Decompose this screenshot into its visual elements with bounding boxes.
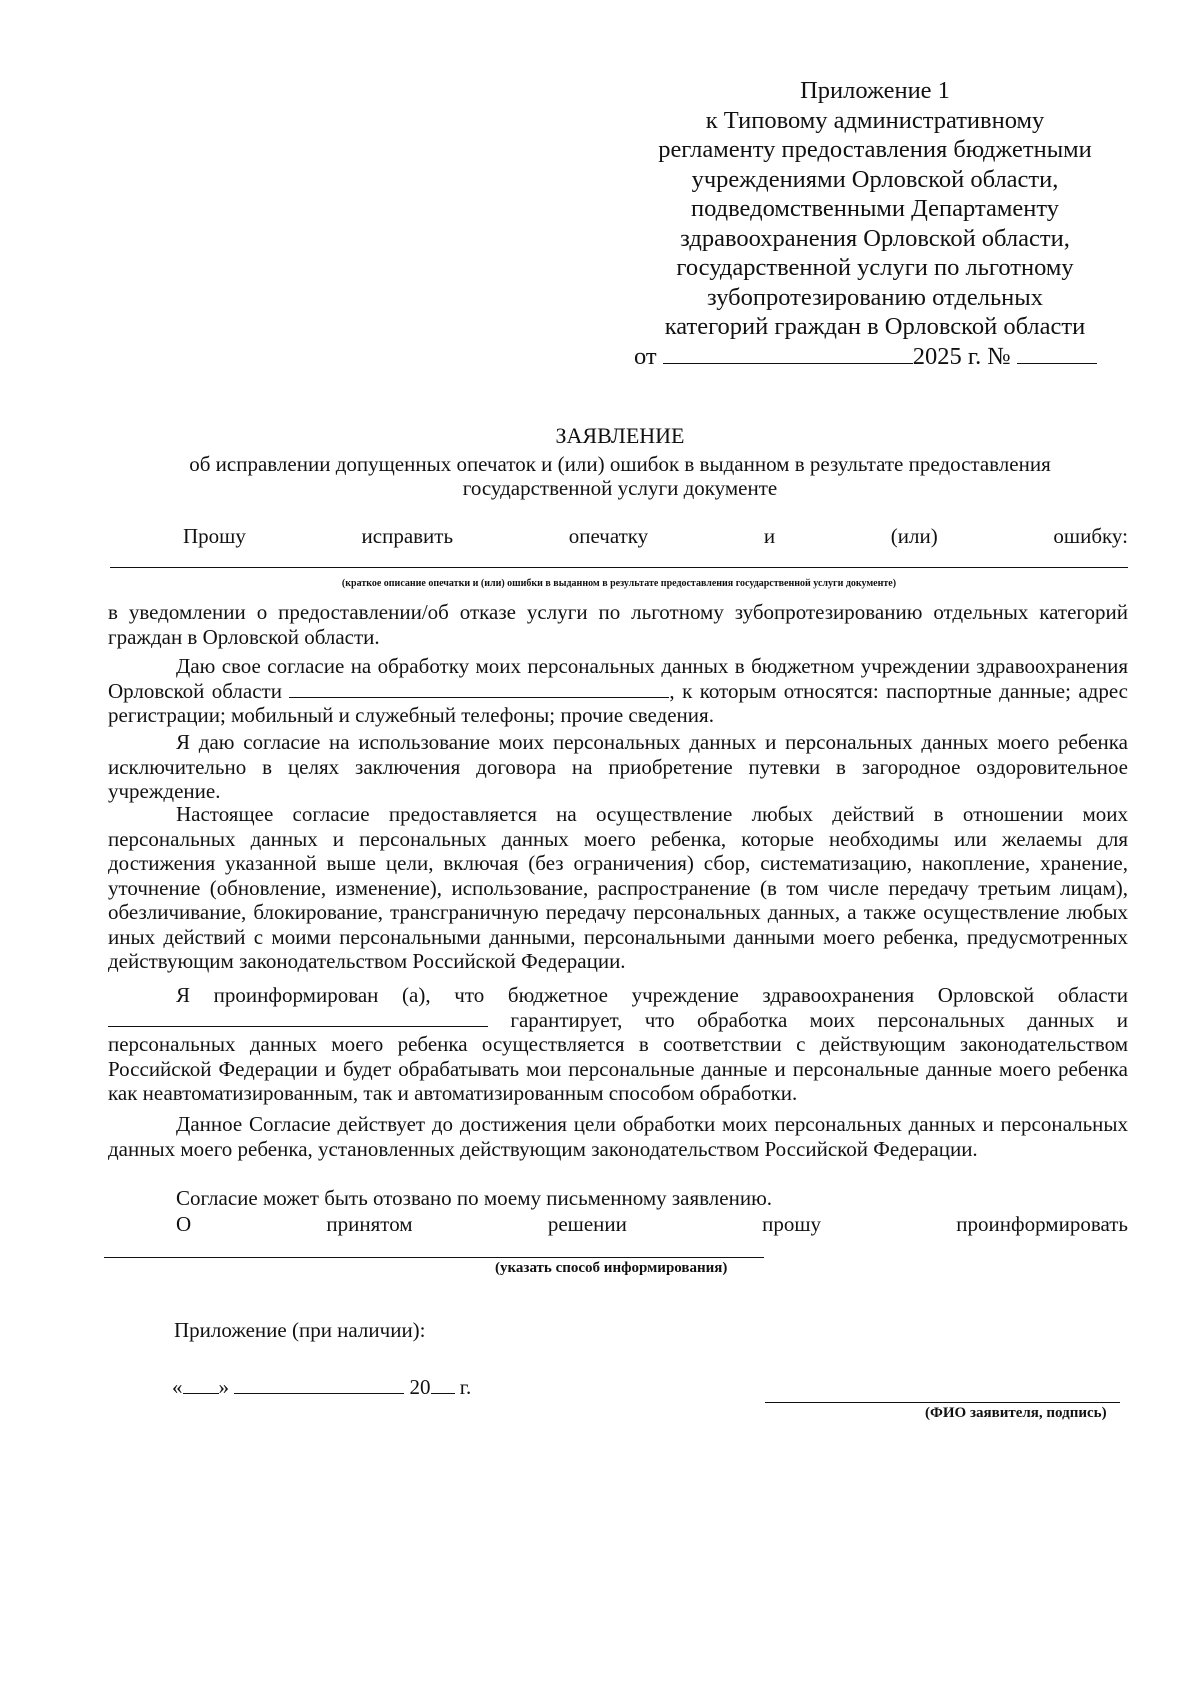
year-suffix: г.	[459, 1375, 472, 1399]
request-line	[183, 524, 1128, 549]
subtitle-line: государственной услуги документе	[462, 476, 778, 500]
request-word: и	[763, 524, 776, 548]
date-year: 2025 г. №	[912, 342, 1011, 370]
paragraph-consent-scope: Настоящее согласие предоставляется на осуществление любых действий в отношении моих персональных данных и персональных данных моего ребенка, которые необходимы или желаемы для достижения указанной выше цели, включая (без ограничения) сбор, систематизацию, накопление, хранение, уточнение (обновление, изменение), использование, распространение (в том числе передачу третьим лицам), обезличивание, блокирование, трансграничную передачу персональных данных, а также осуществление любых иных действий с моими персональными данными, персональными данными моего ребенка, предусмотренных действующим законодательством Российской Федерации.	[108, 802, 1128, 973]
error-description-line[interactable]	[110, 567, 1128, 568]
paragraph-validity: Данное Согласие действует до достижения цели обработки моих персональных данных и персональных данных моего ребенка, установленных действующим законодательством Российской Федерации.	[108, 1112, 1128, 1161]
appendix-header	[630, 76, 1120, 371]
inform-line	[176, 1212, 1128, 1237]
document-title: ЗАЯВЛЕНИЕ	[555, 423, 685, 448]
date-blank[interactable]	[663, 343, 913, 364]
signature-line[interactable]	[765, 1402, 1120, 1403]
inform-word: прошу	[762, 1212, 822, 1236]
request-word: исправить	[361, 524, 454, 548]
paragraph-consent-use: Я даю согласие на использование моих персональных данных и персональных данных моего ребенка исключительно в целях заключения договора на приобретение путевки в загородное оздоровительное учреждение.	[108, 730, 1128, 803]
inform-word: принятом	[326, 1212, 413, 1236]
appendix-line: зубопротезированию отдельных	[707, 283, 1043, 311]
appendix-line: государственной услуги по льготному	[676, 254, 1074, 281]
inform-word: О	[176, 1212, 192, 1236]
year-prefix: 20	[409, 1375, 431, 1399]
open-quote: «	[172, 1375, 183, 1399]
appendix-line: учреждениями Орловской области,	[691, 165, 1059, 193]
error-description-caption: (краткое описание опечатки и (или) ошибки в выданном в результате предоставления государственной услуги документе)	[341, 578, 897, 589]
day-blank[interactable]	[183, 1375, 219, 1394]
appendix-line: категорий граждан в Орловской области	[664, 313, 1086, 340]
paragraph-revocation: Согласие может быть отозвано по моему письменному заявлению.	[176, 1186, 773, 1210]
number-blank[interactable]	[1017, 343, 1097, 364]
appendix-date-line	[630, 342, 1120, 372]
request-word: опечатку	[568, 524, 649, 548]
appendix-line: регламенту предоставления бюджетными	[658, 136, 1092, 163]
inform-word: проинформировать	[956, 1212, 1128, 1236]
paragraph-informed	[108, 983, 1128, 1106]
appendix-line: здравоохранения Орловской области,	[680, 224, 1070, 252]
informed-text-b: гарантирует, что обработка моих персональных данных и персональных данных моего ребенка осуществляется в соответствии с действующим законодательством Российской Федерации и будет обрабатывать мои персональные данные и персональные данные моего ребенка как неавтоматизированным, так и автоматизированным способом обработки.	[108, 1007, 1129, 1105]
appendix-line: подведомственными Департаменту	[691, 195, 1059, 222]
inform-word: решении	[547, 1212, 627, 1236]
date-prefix: от	[634, 342, 657, 370]
paragraph-notice: в уведомлении о предоставлении/об отказе услуги по льготному зубопротезированию отдельных категорий граждан в Орловской области.	[108, 600, 1128, 649]
request-word: (или)	[890, 524, 938, 548]
close-quote: »	[218, 1375, 229, 1399]
consent-text-b: , к которым относятся: паспортные данные; адрес регистрации; мобильный и служебный телефоны; прочие сведения.	[108, 678, 1129, 727]
inform-method-caption: (указать способ информирования)	[495, 1260, 728, 1276]
attachment-label: Приложение (при наличии):	[174, 1318, 426, 1342]
appendix-line: Приложение 1	[800, 77, 950, 104]
request-word: ошибку:	[1053, 524, 1128, 548]
document-subtitle	[100, 452, 1140, 500]
request-word: Прошу	[183, 524, 246, 548]
institution-blank[interactable]	[289, 679, 669, 698]
paragraph-consent-processing	[108, 654, 1128, 728]
institution-blank-2[interactable]	[108, 1008, 488, 1027]
inform-method-line[interactable]	[104, 1257, 764, 1258]
informed-text-a: Я проинформирован (а), что бюджетное учреждение здравоохранения Орловской области	[176, 983, 1128, 1007]
consent-text-a: Даю свое согласие на обработку моих персональных данных в бюджетном учреждении здравоохранения Орловской области	[108, 654, 1128, 703]
date-footer	[172, 1375, 471, 1400]
appendix-line: к Типовому административному	[705, 106, 1045, 134]
subtitle-line: об исправлении допущенных опечаток и (или) ошибок в выданном в результате предоставления	[189, 452, 1051, 476]
signature-caption: (ФИО заявителя, подпись)	[925, 1405, 1107, 1421]
month-blank[interactable]	[234, 1375, 404, 1394]
year-blank[interactable]	[431, 1375, 455, 1394]
